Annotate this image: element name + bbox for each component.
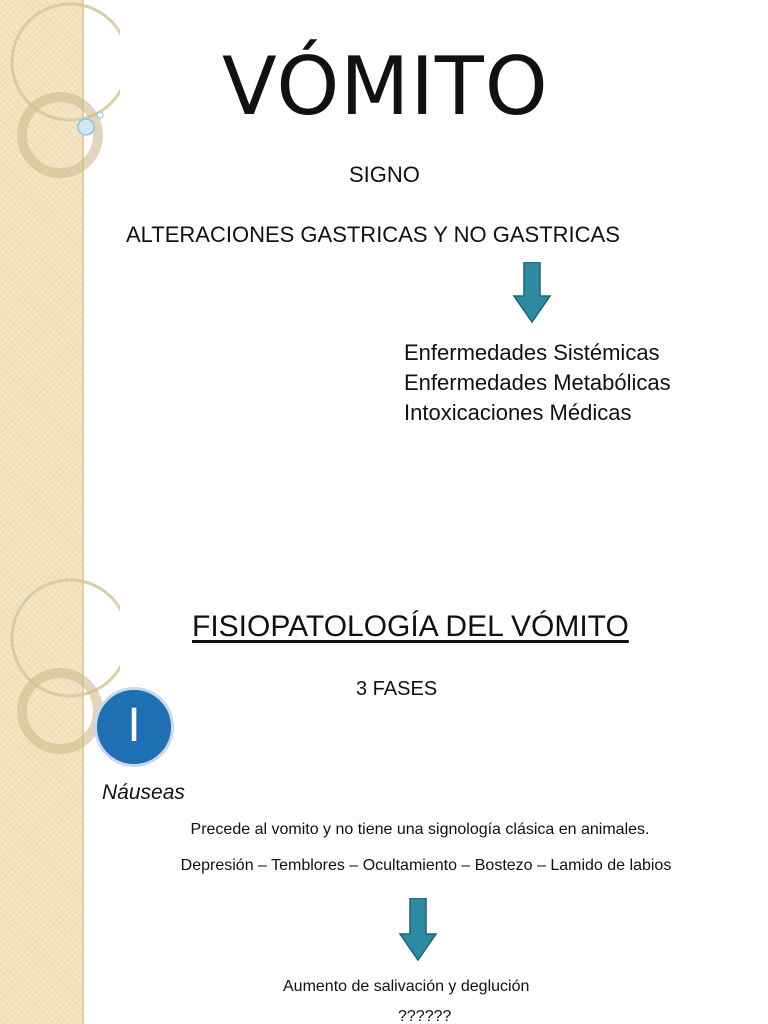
slide-2 bbox=[0, 576, 768, 1024]
phase-signs: Depresión – Temblores – Ocultamiento – Bostezo – Lamido de labios bbox=[180, 857, 672, 874]
phase-name: Náuseas bbox=[102, 781, 185, 804]
cause-list bbox=[404, 338, 671, 428]
alteraciones-heading: ALTERACIONES GASTRICAS Y NO GASTRICAS bbox=[126, 222, 620, 247]
down-arrow-icon bbox=[398, 898, 438, 962]
section-title: FISIOPATOLOGÍA DEL VÓMITO bbox=[192, 610, 629, 643]
list-item: Enfermedades Metabólicas bbox=[404, 370, 671, 395]
phase-number-badge: I bbox=[94, 687, 174, 767]
phase-description: Precede al vomito y no tiene una signología clásica en animales. bbox=[190, 821, 650, 838]
list-item: Intoxicaciones Médicas bbox=[404, 400, 632, 425]
down-arrow-icon bbox=[512, 262, 552, 324]
fases-label: 3 FASES bbox=[356, 678, 438, 700]
page-title: VÓMITO bbox=[222, 40, 549, 133]
ring-decoration bbox=[0, 0, 120, 200]
phase-outcome: Aumento de salivación y deglución bbox=[283, 978, 530, 995]
bubble-icon bbox=[78, 119, 94, 135]
subtitle-signo: SIGNO bbox=[349, 162, 420, 187]
list-item: Enfermedades Sistémicas bbox=[404, 340, 660, 365]
question-marks: ?????? bbox=[398, 1008, 452, 1024]
